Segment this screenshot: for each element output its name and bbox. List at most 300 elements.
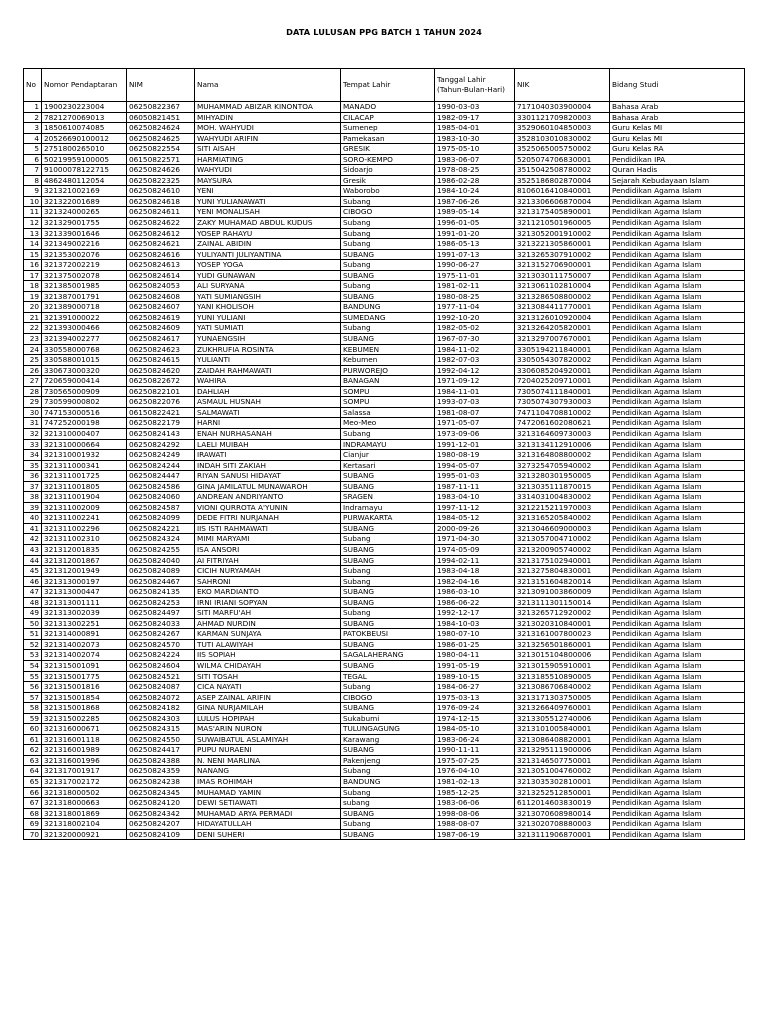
cell-nik: 3301121709820003 [515, 112, 610, 123]
cell-no: 15 [24, 249, 42, 260]
cell-tempat-lahir: SUBANG [341, 270, 435, 281]
cell-nama: SITI TOSAH [195, 671, 341, 682]
cell-nik: 3213084411770001 [515, 302, 610, 313]
cell-nama: MAS'ARIN NURON [195, 724, 341, 735]
table-row [24, 175, 745, 186]
cell-tanggal-lahir: 1984-05-12 [435, 513, 515, 524]
cell-no: 46 [24, 576, 42, 587]
header-tanggal-lahir: Tanggal Lahir (Tahun-Bulan-Hari) [435, 69, 515, 102]
table-row [24, 798, 745, 809]
header-nomor-pendaftaran: Nomor Pendaptaran [42, 69, 127, 102]
cell-nomor-pendaftaran: 4862480112054 [42, 175, 127, 186]
cell-nik: 3213264205820001 [515, 323, 610, 334]
cell-tanggal-lahir: 1984-10-24 [435, 186, 515, 197]
cell-nim: 06250824253 [127, 597, 195, 608]
cell-nim: 06250824345 [127, 787, 195, 798]
cell-nomor-pendaftaran: 321312001867 [42, 555, 127, 566]
cell-nomor-pendaftaran: 321310001932 [42, 450, 127, 461]
cell-nim: 06250824610 [127, 186, 195, 197]
cell-nik: 3525186802870004 [515, 175, 610, 186]
cell-tempat-lahir: PATOKBEUSI [341, 629, 435, 640]
table-row [24, 471, 745, 482]
cell-nomor-pendaftaran: 321311001805 [42, 481, 127, 492]
cell-nama: ALI SURYANA [195, 281, 341, 292]
cell-nama: WAHYUDI ARIFIN [195, 133, 341, 144]
cell-no: 50 [24, 618, 42, 629]
cell-bidang-studi: Pendidikan Agama Islam [610, 534, 745, 545]
cell-nim: 06250824388 [127, 755, 195, 766]
cell-nik: 3529060104850003 [515, 123, 610, 134]
table-row [24, 123, 745, 134]
cell-no: 57 [24, 692, 42, 703]
cell-tempat-lahir: SOMPU [341, 397, 435, 408]
cell-tempat-lahir: BANAGAN [341, 376, 435, 387]
cell-nomor-pendaftaran: 321389000718 [42, 302, 127, 313]
cell-nama: YULIANTI [195, 355, 341, 366]
cell-tanggal-lahir: 1982-07-03 [435, 355, 515, 366]
cell-tempat-lahir: Pamekasan [341, 133, 435, 144]
cell-tempat-lahir: CIBOGO [341, 692, 435, 703]
cell-tempat-lahir: SUBANG [341, 639, 435, 650]
cell-no: 19 [24, 291, 42, 302]
cell-tanggal-lahir: 1984-11-02 [435, 344, 515, 355]
cell-nim: 06250824612 [127, 228, 195, 239]
table-row [24, 450, 745, 461]
cell-tanggal-lahir: 1994-05-07 [435, 460, 515, 471]
cell-bidang-studi: Quran Hadis [610, 165, 745, 176]
cell-bidang-studi: Pendidikan Agama Islam [610, 523, 745, 534]
cell-tempat-lahir: Subang [341, 228, 435, 239]
cell-nim: 06250824033 [127, 618, 195, 629]
cell-nomor-pendaftaran: 321320000921 [42, 829, 127, 840]
cell-nim: 06250824267 [127, 629, 195, 640]
table-row [24, 597, 745, 608]
cell-tempat-lahir: SOMPU [341, 386, 435, 397]
cell-nim: 06250824224 [127, 650, 195, 661]
cell-no: 48 [24, 597, 42, 608]
cell-no: 62 [24, 745, 42, 756]
cell-nik: 3213280301950005 [515, 471, 610, 482]
cell-nik: 7204025209710001 [515, 376, 610, 387]
cell-tempat-lahir: TEGAL [341, 671, 435, 682]
cell-nomor-pendaftaran: 321314002073 [42, 639, 127, 650]
table-row [24, 144, 745, 155]
cell-nomor-pendaftaran: 321310000664 [42, 439, 127, 450]
cell-nim: 06250824586 [127, 481, 195, 492]
cell-no: 56 [24, 682, 42, 693]
cell-nik: 3213164609730003 [515, 428, 610, 439]
cell-tempat-lahir: Subang [341, 819, 435, 830]
cell-nim: 06250824040 [127, 555, 195, 566]
cell-nik: 3213030111750007 [515, 270, 610, 281]
cell-bidang-studi: Pendidikan Agama Islam [610, 777, 745, 788]
cell-no: 18 [24, 281, 42, 292]
cell-nomor-pendaftaran: 321321002169 [42, 186, 127, 197]
table-row [24, 439, 745, 450]
cell-no: 49 [24, 608, 42, 619]
cell-bidang-studi: Pendidikan Agama Islam [610, 291, 745, 302]
cell-nik: 3213015905910001 [515, 660, 610, 671]
cell-nama: WAHIRA [195, 376, 341, 387]
cell-tanggal-lahir: 1984-05-10 [435, 724, 515, 735]
cell-nim: 06250824615 [127, 355, 195, 366]
cell-tanggal-lahir: 1998-08-06 [435, 808, 515, 819]
cell-tanggal-lahir: 1995-01-03 [435, 471, 515, 482]
cell-tempat-lahir: Karawang [341, 734, 435, 745]
cell-tanggal-lahir: 1971-09-12 [435, 376, 515, 387]
cell-bidang-studi: Pendidikan Agama Islam [610, 629, 745, 640]
cell-nomor-pendaftaran: 321316001989 [42, 745, 127, 756]
cell-nama: YUNAENGSIH [195, 334, 341, 345]
cell-tempat-lahir: MANADO [341, 102, 435, 113]
table-row [24, 692, 745, 703]
cell-nik: 7171040303900004 [515, 102, 610, 113]
cell-no: 61 [24, 734, 42, 745]
cell-tempat-lahir: subang [341, 798, 435, 809]
table-row [24, 513, 745, 524]
cell-nik: 7305074307930003 [515, 397, 610, 408]
cell-tempat-lahir: INDRAMAYU [341, 439, 435, 450]
table-row [24, 334, 745, 345]
cell-nim: 06250822076 [127, 397, 195, 408]
cell-no: 20 [24, 302, 42, 313]
cell-nik: 3213164808800002 [515, 450, 610, 461]
cell-nim: 06250824617 [127, 334, 195, 345]
cell-tanggal-lahir: 1975-07-25 [435, 755, 515, 766]
cell-nomor-pendaftaran: 321391000022 [42, 312, 127, 323]
cell-bidang-studi: Pendidikan Agama Islam [610, 566, 745, 577]
cell-nama: MAYSURA [195, 175, 341, 186]
cell-no: 28 [24, 386, 42, 397]
cell-no: 58 [24, 703, 42, 714]
table-row [24, 312, 745, 323]
cell-nama: IRNI IRIANI SOPYAN [195, 597, 341, 608]
cell-nama: EKO MARDIANTO [195, 587, 341, 598]
cell-nomor-pendaftaran: 330558000768 [42, 344, 127, 355]
cell-bidang-studi: Pendidikan Agama Islam [610, 481, 745, 492]
header-no: No [24, 69, 42, 102]
cell-tempat-lahir: Sumenep [341, 123, 435, 134]
cell-nim: 06250824570 [127, 639, 195, 650]
cell-tanggal-lahir: 1984-10-03 [435, 618, 515, 629]
cell-no: 27 [24, 376, 42, 387]
cell-tempat-lahir: BANDUNG [341, 777, 435, 788]
cell-no: 42 [24, 534, 42, 545]
cell-tanggal-lahir: 2000-09-26 [435, 523, 515, 534]
cell-nama: KARMAN SUNJAYA [195, 629, 341, 640]
cell-tanggal-lahir: 1980-04-11 [435, 650, 515, 661]
cell-nim: 06250822101 [127, 386, 195, 397]
cell-no: 14 [24, 239, 42, 250]
table-row [24, 639, 745, 650]
cell-no: 7 [24, 165, 42, 176]
cell-bidang-studi: Pendidikan Agama Islam [610, 798, 745, 809]
cell-no: 32 [24, 428, 42, 439]
cell-nama: RIYAN SANUSI HIDAYAT [195, 471, 341, 482]
cell-nomor-pendaftaran: 321313002251 [42, 618, 127, 629]
cell-tanggal-lahir: 1971-04-30 [435, 534, 515, 545]
cell-nim: 06250824060 [127, 492, 195, 503]
cell-nama: YANI KHOLISOH [195, 302, 341, 313]
table-row [24, 154, 745, 165]
cell-tanggal-lahir: 1986-05-13 [435, 239, 515, 250]
cell-no: 3 [24, 123, 42, 134]
table-row [24, 587, 745, 598]
cell-tempat-lahir: SUMEDANG [341, 312, 435, 323]
cell-nomor-pendaftaran: 321315001775 [42, 671, 127, 682]
cell-nik: 3305194211840001 [515, 344, 610, 355]
cell-tempat-lahir: SUBANG [341, 523, 435, 534]
cell-nik: 3213070608980014 [515, 808, 610, 819]
cell-bidang-studi: Pendidikan Agama Islam [610, 460, 745, 471]
table-row [24, 819, 745, 830]
cell-nomor-pendaftaran: 321372002219 [42, 260, 127, 271]
cell-no: 68 [24, 808, 42, 819]
cell-no: 39 [24, 502, 42, 513]
cell-nim: 06250824244 [127, 460, 195, 471]
cell-bidang-studi: Pendidikan Agama Islam [610, 660, 745, 671]
cell-tempat-lahir: SUBANG [341, 555, 435, 566]
cell-tempat-lahir: Indramayu [341, 502, 435, 513]
cell-no: 44 [24, 555, 42, 566]
cell-no: 5 [24, 144, 42, 155]
cell-bidang-studi: Bahasa Arab [610, 112, 745, 123]
cell-tempat-lahir: SORO-KEMPO [341, 154, 435, 165]
table-row [24, 618, 745, 629]
cell-nik: 3213306606870004 [515, 196, 610, 207]
cell-nomor-pendaftaran: 321324000265 [42, 207, 127, 218]
cell-no: 23 [24, 334, 42, 345]
table-row [24, 428, 745, 439]
cell-nik: 3525065005750002 [515, 144, 610, 155]
table-row [24, 724, 745, 735]
cell-nik: 3213200905740002 [515, 544, 610, 555]
cell-tanggal-lahir: 1982-04-16 [435, 576, 515, 587]
graduates-table [23, 68, 745, 840]
cell-nik: 7472061602080621 [515, 418, 610, 429]
cell-nik: 3213171303750005 [515, 692, 610, 703]
cell-tempat-lahir: Waborobo [341, 186, 435, 197]
cell-nomor-pendaftaran: 321385001985 [42, 281, 127, 292]
cell-nim: 06250824255 [127, 544, 195, 555]
cell-nama: YATI SUMIANGSIH [195, 291, 341, 302]
cell-bidang-studi: Pendidikan Agama Islam [610, 576, 745, 587]
cell-nama: IIS ISTI RAHMAWATI [195, 523, 341, 534]
table-row [24, 502, 745, 513]
cell-nomor-pendaftaran: 321339001646 [42, 228, 127, 239]
cell-nomor-pendaftaran: 321316001118 [42, 734, 127, 745]
cell-nik: 3212215211970003 [515, 502, 610, 513]
cell-bidang-studi: Pendidikan Agama Islam [610, 334, 745, 345]
cell-nim: 06250824613 [127, 260, 195, 271]
cell-tanggal-lahir: 1991-01-20 [435, 228, 515, 239]
cell-tempat-lahir: Subang [341, 787, 435, 798]
cell-nomor-pendaftaran: 321315001868 [42, 703, 127, 714]
cell-nama: GINA NURJAMILAH [195, 703, 341, 714]
cell-tempat-lahir: SUBANG [341, 745, 435, 756]
cell-nik: 3213265712920002 [515, 608, 610, 619]
cell-nik: 3515042508780002 [515, 165, 610, 176]
cell-tanggal-lahir: 1981-02-11 [435, 281, 515, 292]
table-row [24, 523, 745, 534]
cell-nim: 06250824550 [127, 734, 195, 745]
cell-nim: 06250824207 [127, 819, 195, 830]
cell-tempat-lahir: PURWOREJO [341, 365, 435, 376]
cell-tempat-lahir: SUBANG [341, 808, 435, 819]
cell-nim: 06250822672 [127, 376, 195, 387]
cell-nik: 3213265307910002 [515, 249, 610, 260]
cell-nama: ASEP ZAINAL ARIFIN [195, 692, 341, 703]
cell-no: 37 [24, 481, 42, 492]
cell-no: 10 [24, 196, 42, 207]
cell-nim: 06250822554 [127, 144, 195, 155]
cell-tanggal-lahir: 1997-11-12 [435, 502, 515, 513]
cell-nomor-pendaftaran: 321312001949 [42, 566, 127, 577]
cell-nim: 06250824587 [127, 502, 195, 513]
cell-no: 21 [24, 312, 42, 323]
cell-nomor-pendaftaran: 321318000663 [42, 798, 127, 809]
cell-bidang-studi: Pendidikan Agama Islam [610, 513, 745, 524]
cell-no: 6 [24, 154, 42, 165]
cell-no: 11 [24, 207, 42, 218]
table-row [24, 713, 745, 724]
table-row [24, 260, 745, 271]
cell-nik: 3273254705940002 [515, 460, 610, 471]
cell-tanggal-lahir: 1978-08-25 [435, 165, 515, 176]
cell-bidang-studi: Pendidikan Agama Islam [610, 344, 745, 355]
cell-tanggal-lahir: 1991-05-19 [435, 660, 515, 671]
cell-bidang-studi: Pendidikan Agama Islam [610, 597, 745, 608]
cell-nik: 3213256501860001 [515, 639, 610, 650]
cell-nomor-pendaftaran: 321311001904 [42, 492, 127, 503]
cell-bidang-studi: Pendidikan Agama Islam [610, 260, 745, 271]
cell-tanggal-lahir: 1980-07-10 [435, 629, 515, 640]
table-row [24, 755, 745, 766]
cell-bidang-studi: Pendidikan Agama Islam [610, 239, 745, 250]
cell-nik: 3305054307820002 [515, 355, 610, 366]
cell-nomor-pendaftaran: 321313002039 [42, 608, 127, 619]
cell-bidang-studi: Bahasa Arab [610, 102, 745, 113]
cell-nama: YULIYANTI JULIYANTINA [195, 249, 341, 260]
cell-nama: SALMAWATI [195, 407, 341, 418]
cell-no: 66 [24, 787, 42, 798]
cell-bidang-studi: Pendidikan Agama Islam [610, 724, 745, 735]
cell-tanggal-lahir: 1971-05-07 [435, 418, 515, 429]
cell-no: 29 [24, 397, 42, 408]
cell-no: 30 [24, 407, 42, 418]
cell-nim: 06250824249 [127, 450, 195, 461]
cell-tanggal-lahir: 1987-06-26 [435, 196, 515, 207]
cell-nomor-pendaftaran: 720659000414 [42, 376, 127, 387]
table-row [24, 302, 745, 313]
cell-tempat-lahir: Subang [341, 534, 435, 545]
cell-bidang-studi: Pendidikan Agama Islam [610, 471, 745, 482]
cell-tempat-lahir: SUBANG [341, 660, 435, 671]
cell-nik: 3213134112910006 [515, 439, 610, 450]
table-row [24, 196, 745, 207]
cell-nik: 3213146507750001 [515, 755, 610, 766]
cell-nik: 3213175102940001 [515, 555, 610, 566]
cell-no: 2 [24, 112, 42, 123]
cell-nim: 06250824621 [127, 239, 195, 250]
cell-nim: 06250824099 [127, 513, 195, 524]
cell-no: 69 [24, 819, 42, 830]
cell-nomor-pendaftaran: 321315001816 [42, 682, 127, 693]
cell-nik: 3306085204920001 [515, 365, 610, 376]
cell-nama: TUTI ALAWIYAH [195, 639, 341, 650]
cell-bidang-studi: Pendidikan Agama Islam [610, 281, 745, 292]
cell-no: 60 [24, 724, 42, 735]
cell-bidang-studi: Pendidikan Agama Islam [610, 618, 745, 629]
cell-no: 26 [24, 365, 42, 376]
cell-tanggal-lahir: 1989-05-14 [435, 207, 515, 218]
cell-nik: 6112014603830019 [515, 798, 610, 809]
cell-nik: 5205074706830001 [515, 154, 610, 165]
cell-nim: 06250824359 [127, 766, 195, 777]
cell-nomor-pendaftaran: 1900230223004 [42, 102, 127, 113]
cell-nama: ISA ANSORI [195, 544, 341, 555]
cell-nomor-pendaftaran: 321353002076 [42, 249, 127, 260]
cell-no: 51 [24, 629, 42, 640]
cell-nik: 3213252512850001 [515, 787, 610, 798]
cell-bidang-studi: Pendidikan Agama Islam [610, 386, 745, 397]
cell-no: 43 [24, 544, 42, 555]
table-row [24, 777, 745, 788]
cell-nomor-pendaftaran: 321313000197 [42, 576, 127, 587]
cell-nim: 06250824623 [127, 344, 195, 355]
cell-tanggal-lahir: 1981-02-13 [435, 777, 515, 788]
cell-nim: 06250824618 [127, 196, 195, 207]
cell-nama: DENI SUHERI [195, 829, 341, 840]
cell-nomor-pendaftaran: 321311001725 [42, 471, 127, 482]
cell-nama: DEDE FITRI NURJANAH [195, 513, 341, 524]
cell-nama: WAHYUDI [195, 165, 341, 176]
cell-tempat-lahir: Subang [341, 682, 435, 693]
cell-tempat-lahir: TULUNGAGUNG [341, 724, 435, 735]
cell-nim: 06250824608 [127, 291, 195, 302]
cell-nomor-pendaftaran: 321375002078 [42, 270, 127, 281]
cell-bidang-studi: Pendidikan Agama Islam [610, 365, 745, 376]
cell-nik: 3213165205840002 [515, 513, 610, 524]
cell-nomor-pendaftaran: 321318001869 [42, 808, 127, 819]
cell-tempat-lahir: Salassa [341, 407, 435, 418]
cell-nik: 3213305512740006 [515, 713, 610, 724]
cell-bidang-studi: Pendidikan Agama Islam [610, 819, 745, 830]
cell-tanggal-lahir: 1989-10-15 [435, 671, 515, 682]
table-row [24, 397, 745, 408]
cell-no: 4 [24, 133, 42, 144]
cell-nim: 06250824607 [127, 302, 195, 313]
cell-nik: 3213297007670001 [515, 334, 610, 345]
table-row [24, 365, 745, 376]
cell-nomor-pendaftaran: 321349002216 [42, 239, 127, 250]
cell-nomor-pendaftaran: 321314000891 [42, 629, 127, 640]
cell-tempat-lahir: KEBUMEN [341, 344, 435, 355]
cell-tanggal-lahir: 1983-06-06 [435, 798, 515, 809]
cell-tanggal-lahir: 1983-04-10 [435, 492, 515, 503]
cell-bidang-studi: Pendidikan Agama Islam [610, 407, 745, 418]
cell-bidang-studi: Guru Kelas RA [610, 144, 745, 155]
cell-no: 17 [24, 270, 42, 281]
cell-nomor-pendaftaran: 321315001091 [42, 660, 127, 671]
cell-no: 47 [24, 587, 42, 598]
cell-nama: CICA NAYATI [195, 682, 341, 693]
cell-nama: ANDREAN ANDRIYANTO [195, 492, 341, 503]
cell-tanggal-lahir: 1987-11-11 [435, 481, 515, 492]
header-tempat-lahir: Tempat Lahir [341, 69, 435, 102]
cell-tempat-lahir: Subang [341, 576, 435, 587]
cell-tempat-lahir: SUBANG [341, 587, 435, 598]
